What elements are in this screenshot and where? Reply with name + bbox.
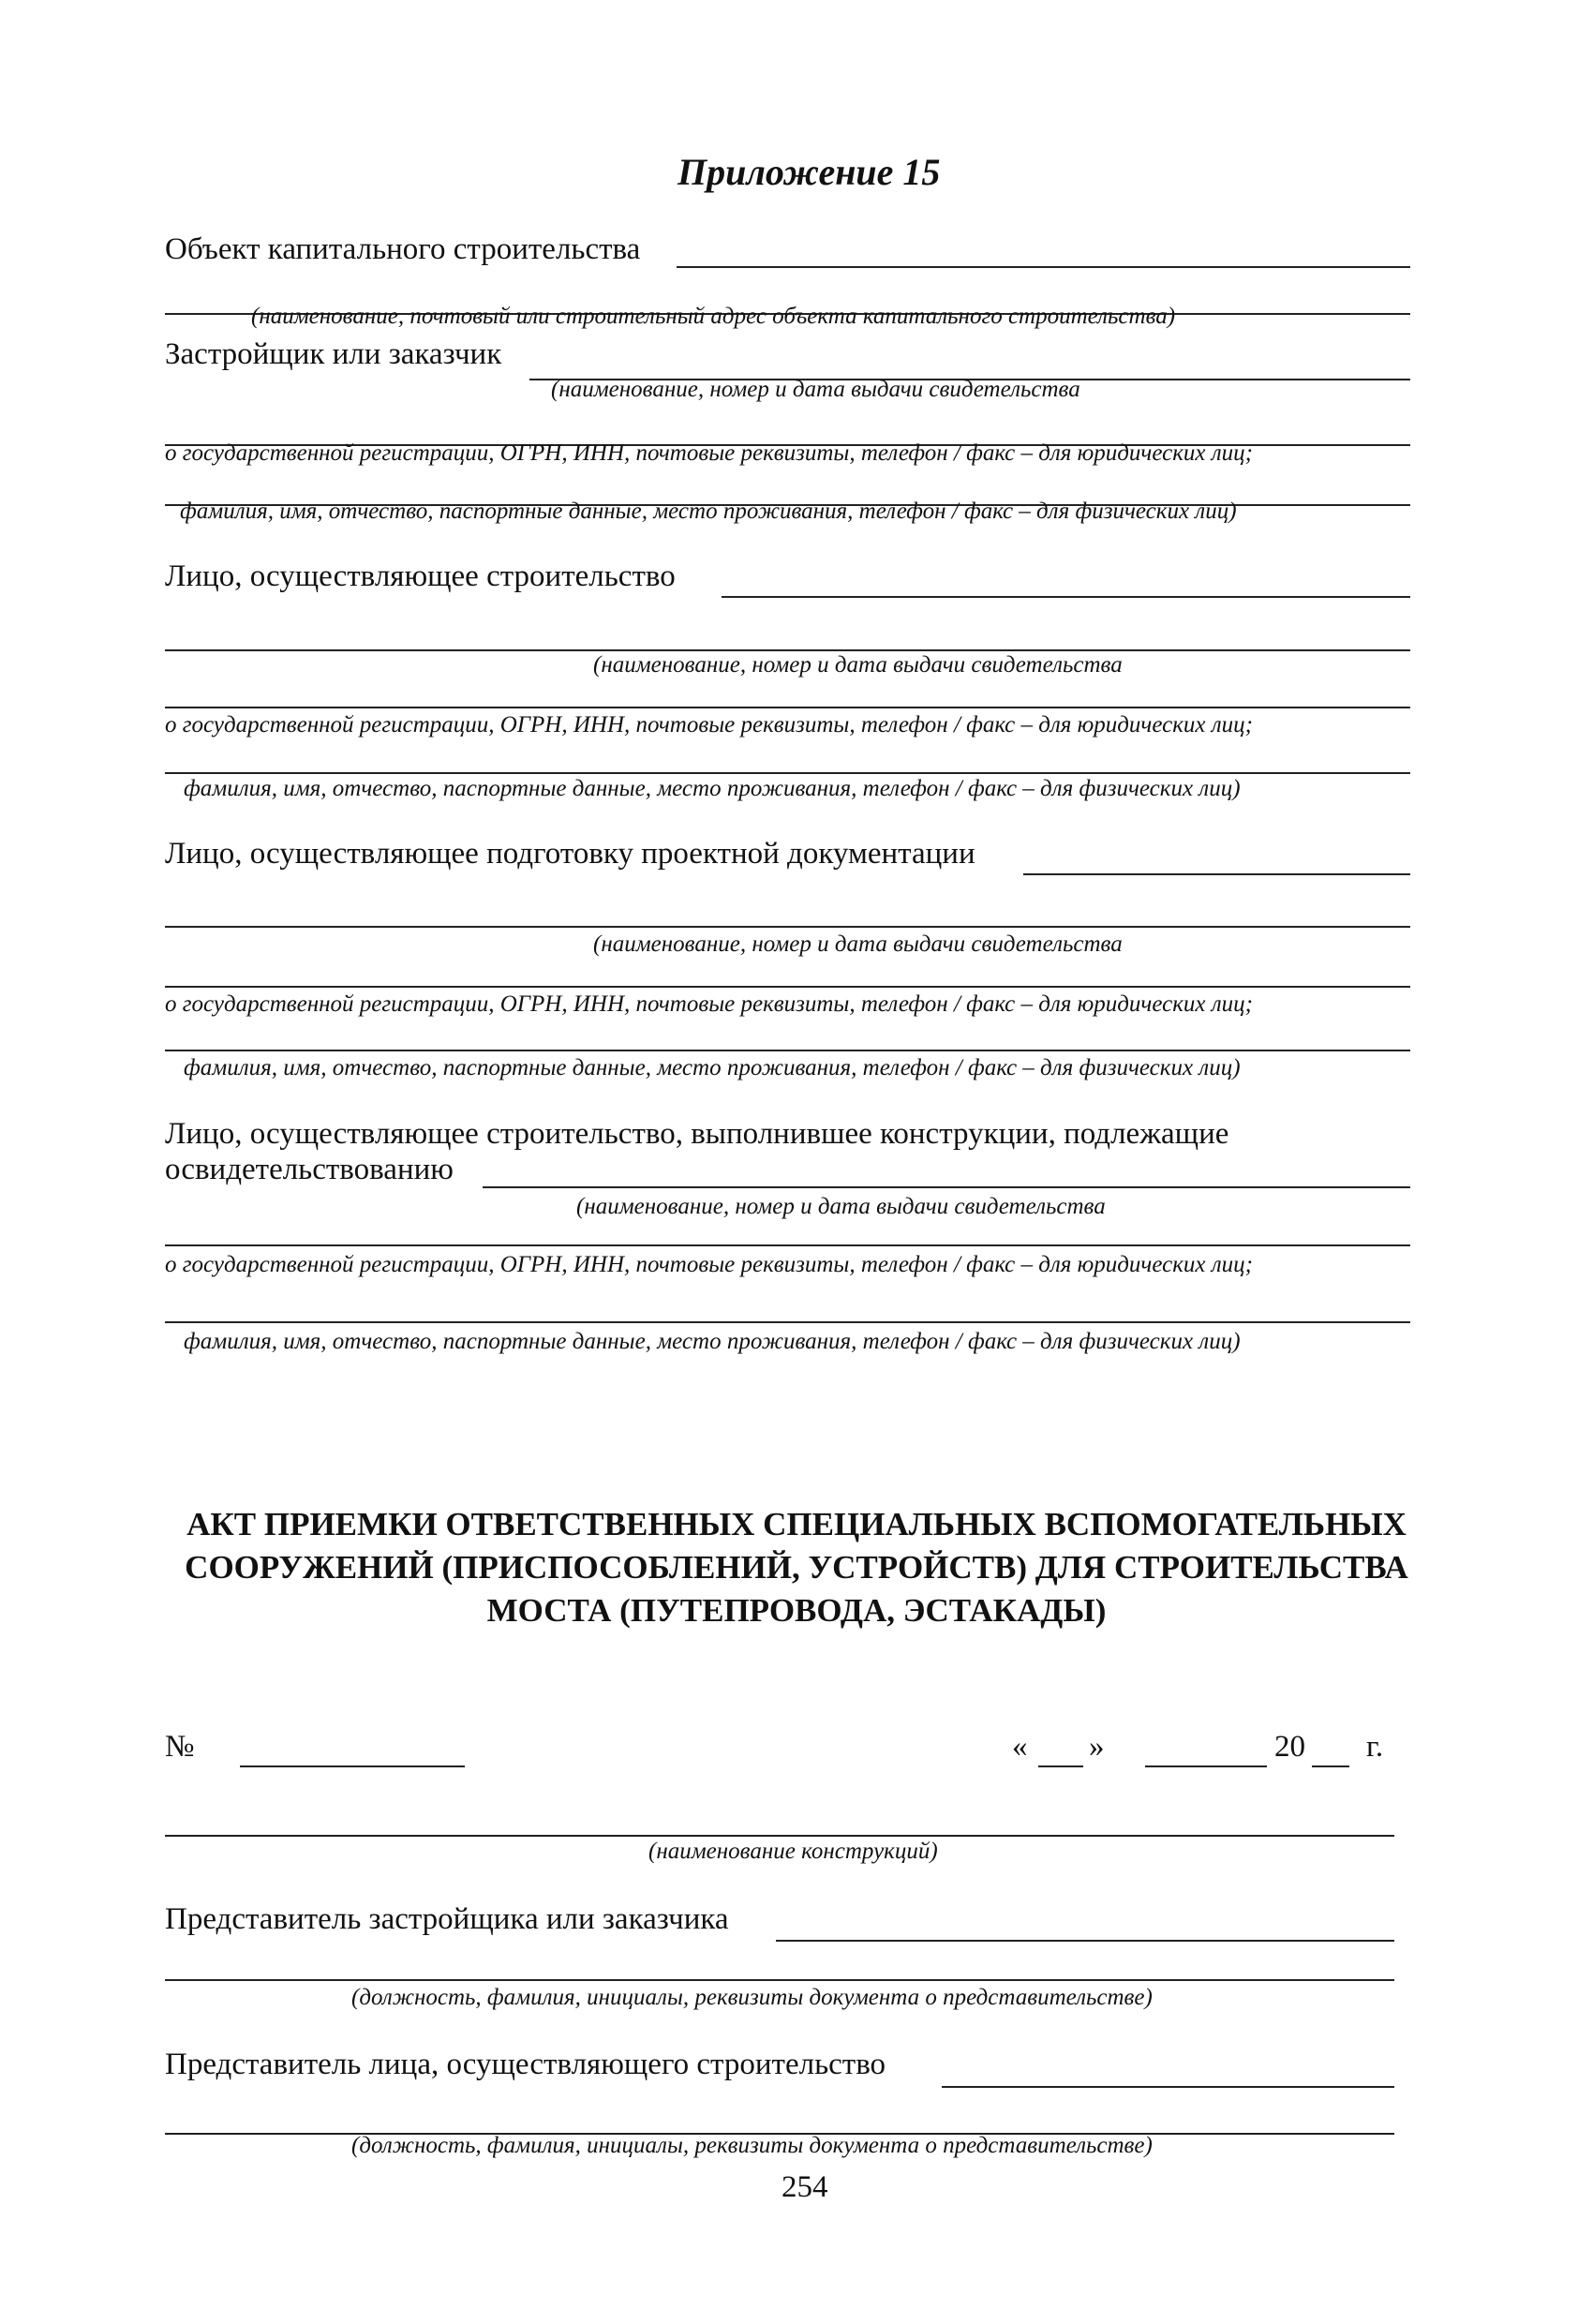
designer-caption-1: (наименование, номер и дата выдачи свидетельства xyxy=(593,931,1123,957)
date-quote-open: « xyxy=(1012,1730,1028,1764)
designer-input-line-4[interactable] xyxy=(165,1050,1410,1051)
constructor-caption-2: о государственной регистрации, ОГРН, ИНН, почтовые реквизиты, телефон / факс – для юридических лиц; xyxy=(165,1252,1253,1277)
structures-input-line[interactable] xyxy=(165,1835,1394,1837)
rep-builder-caption: (должность, фамилия, инициалы, реквизиты документа о представительстве) xyxy=(351,2133,1153,2158)
object-label: Объект капитального строительства xyxy=(165,232,641,266)
page-number: 254 xyxy=(782,2170,828,2204)
object-input-line[interactable] xyxy=(677,266,1410,268)
developer-caption-3: фамилия, имя, отчество, паспортные данные, место проживания, телефон / факс – для физических лиц) xyxy=(180,499,1237,524)
designer-input-line[interactable] xyxy=(1023,873,1410,875)
builder-input-line-4[interactable] xyxy=(165,772,1410,774)
object-caption: (наименование, почтовый или строительный адрес объекта капитального строительства) xyxy=(251,304,1176,329)
date-quote-close: » xyxy=(1089,1730,1105,1764)
day-input-line[interactable] xyxy=(1038,1765,1083,1767)
number-sign: № xyxy=(165,1730,195,1764)
act-title-line2: СООРУЖЕНИЙ (ПРИСПОСОБЛЕНИЙ, УСТРОЙСТВ) ДЛЯ СТРОИТЕЛЬСТВА xyxy=(185,1549,1408,1586)
builder-caption-1: (наименование, номер и дата выдачи свидетельства xyxy=(593,652,1123,678)
constructor-caption-1: (наименование, номер и дата выдачи свидетельства xyxy=(576,1194,1106,1219)
act-title-line3: МОСТА (ПУТЕПРОВОДА, ЭСТАКАДЫ) xyxy=(486,1592,1107,1629)
builder-caption-3: фамилия, имя, отчество, паспортные данные, место проживания, телефон / факс – для физических лиц) xyxy=(184,776,1241,801)
act-title xyxy=(141,1503,1452,1632)
designer-input-line-2[interactable] xyxy=(165,926,1410,928)
month-input-line[interactable] xyxy=(1145,1765,1267,1767)
designer-caption-2: о государственной регистрации, ОГРН, ИНН, почтовые реквизиты, телефон / факс – для юридических лиц; xyxy=(165,991,1253,1017)
designer-caption-3: фамилия, имя, отчество, паспортные данные, место проживания, телефон / факс – для физических лиц) xyxy=(184,1055,1241,1080)
rep-builder-input-line[interactable] xyxy=(942,2086,1394,2088)
builder-input-line-3[interactable] xyxy=(165,707,1410,708)
builder-input-line-2[interactable] xyxy=(165,649,1410,651)
rep-developer-input-line[interactable] xyxy=(776,1940,1394,1942)
rep-builder-label: Представитель лица, осуществляющего строительство xyxy=(165,2048,886,2081)
appendix-title: Приложение 15 xyxy=(677,151,941,193)
builder-caption-2: о государственной регистрации, ОГРН, ИНН, почтовые реквизиты, телефон / факс – для юридических лиц; xyxy=(165,712,1253,737)
act-title-line1: АКТ ПРИЕМКИ ОТВЕТСТВЕННЫХ СПЕЦИАЛЬНЫХ ВСПОМОГАТЕЛЬНЫХ xyxy=(186,1506,1407,1542)
constructor-caption-3: фамилия, имя, отчество, паспортные данные, место проживания, телефон / факс – для физических лиц) xyxy=(184,1329,1241,1354)
designer-label: Лицо, осуществляющее подготовку проектной документации xyxy=(165,837,975,871)
builder-input-line[interactable] xyxy=(722,596,1410,598)
rep-developer-input-line-2[interactable] xyxy=(165,1979,1394,1981)
structures-caption: (наименование конструкций) xyxy=(648,1839,938,1864)
constructor-label-line1: Лицо, осуществляющее строительство, выполнившее конструкции, подлежащие xyxy=(165,1117,1229,1151)
developer-caption-2: о государственной регистрации, ОГРН, ИНН, почтовые реквизиты, телефон / факс – для юридических лиц; xyxy=(165,440,1253,466)
constructor-input-line-2[interactable] xyxy=(165,1244,1410,1246)
year-suffix: г. xyxy=(1366,1730,1384,1764)
builder-label: Лицо, осуществляющее строительство xyxy=(165,559,676,593)
constructor-input-line-3[interactable] xyxy=(165,1321,1410,1323)
rep-developer-caption: (должность, фамилия, инициалы, реквизиты документа о представительстве) xyxy=(351,1985,1153,2010)
year-input-line[interactable] xyxy=(1312,1765,1349,1767)
act-number-input-line[interactable] xyxy=(240,1765,465,1767)
developer-label: Застройщик или заказчик xyxy=(165,337,502,371)
constructor-label-line2: освидетельствованию xyxy=(165,1153,454,1186)
year-prefix: 20 xyxy=(1274,1730,1305,1764)
developer-caption-1: (наименование, номер и дата выдачи свидетельства xyxy=(551,377,1080,402)
rep-developer-label: Представитель застройщика или заказчика xyxy=(165,1902,729,1936)
constructor-input-line[interactable] xyxy=(483,1186,1410,1188)
designer-input-line-3[interactable] xyxy=(165,986,1410,988)
